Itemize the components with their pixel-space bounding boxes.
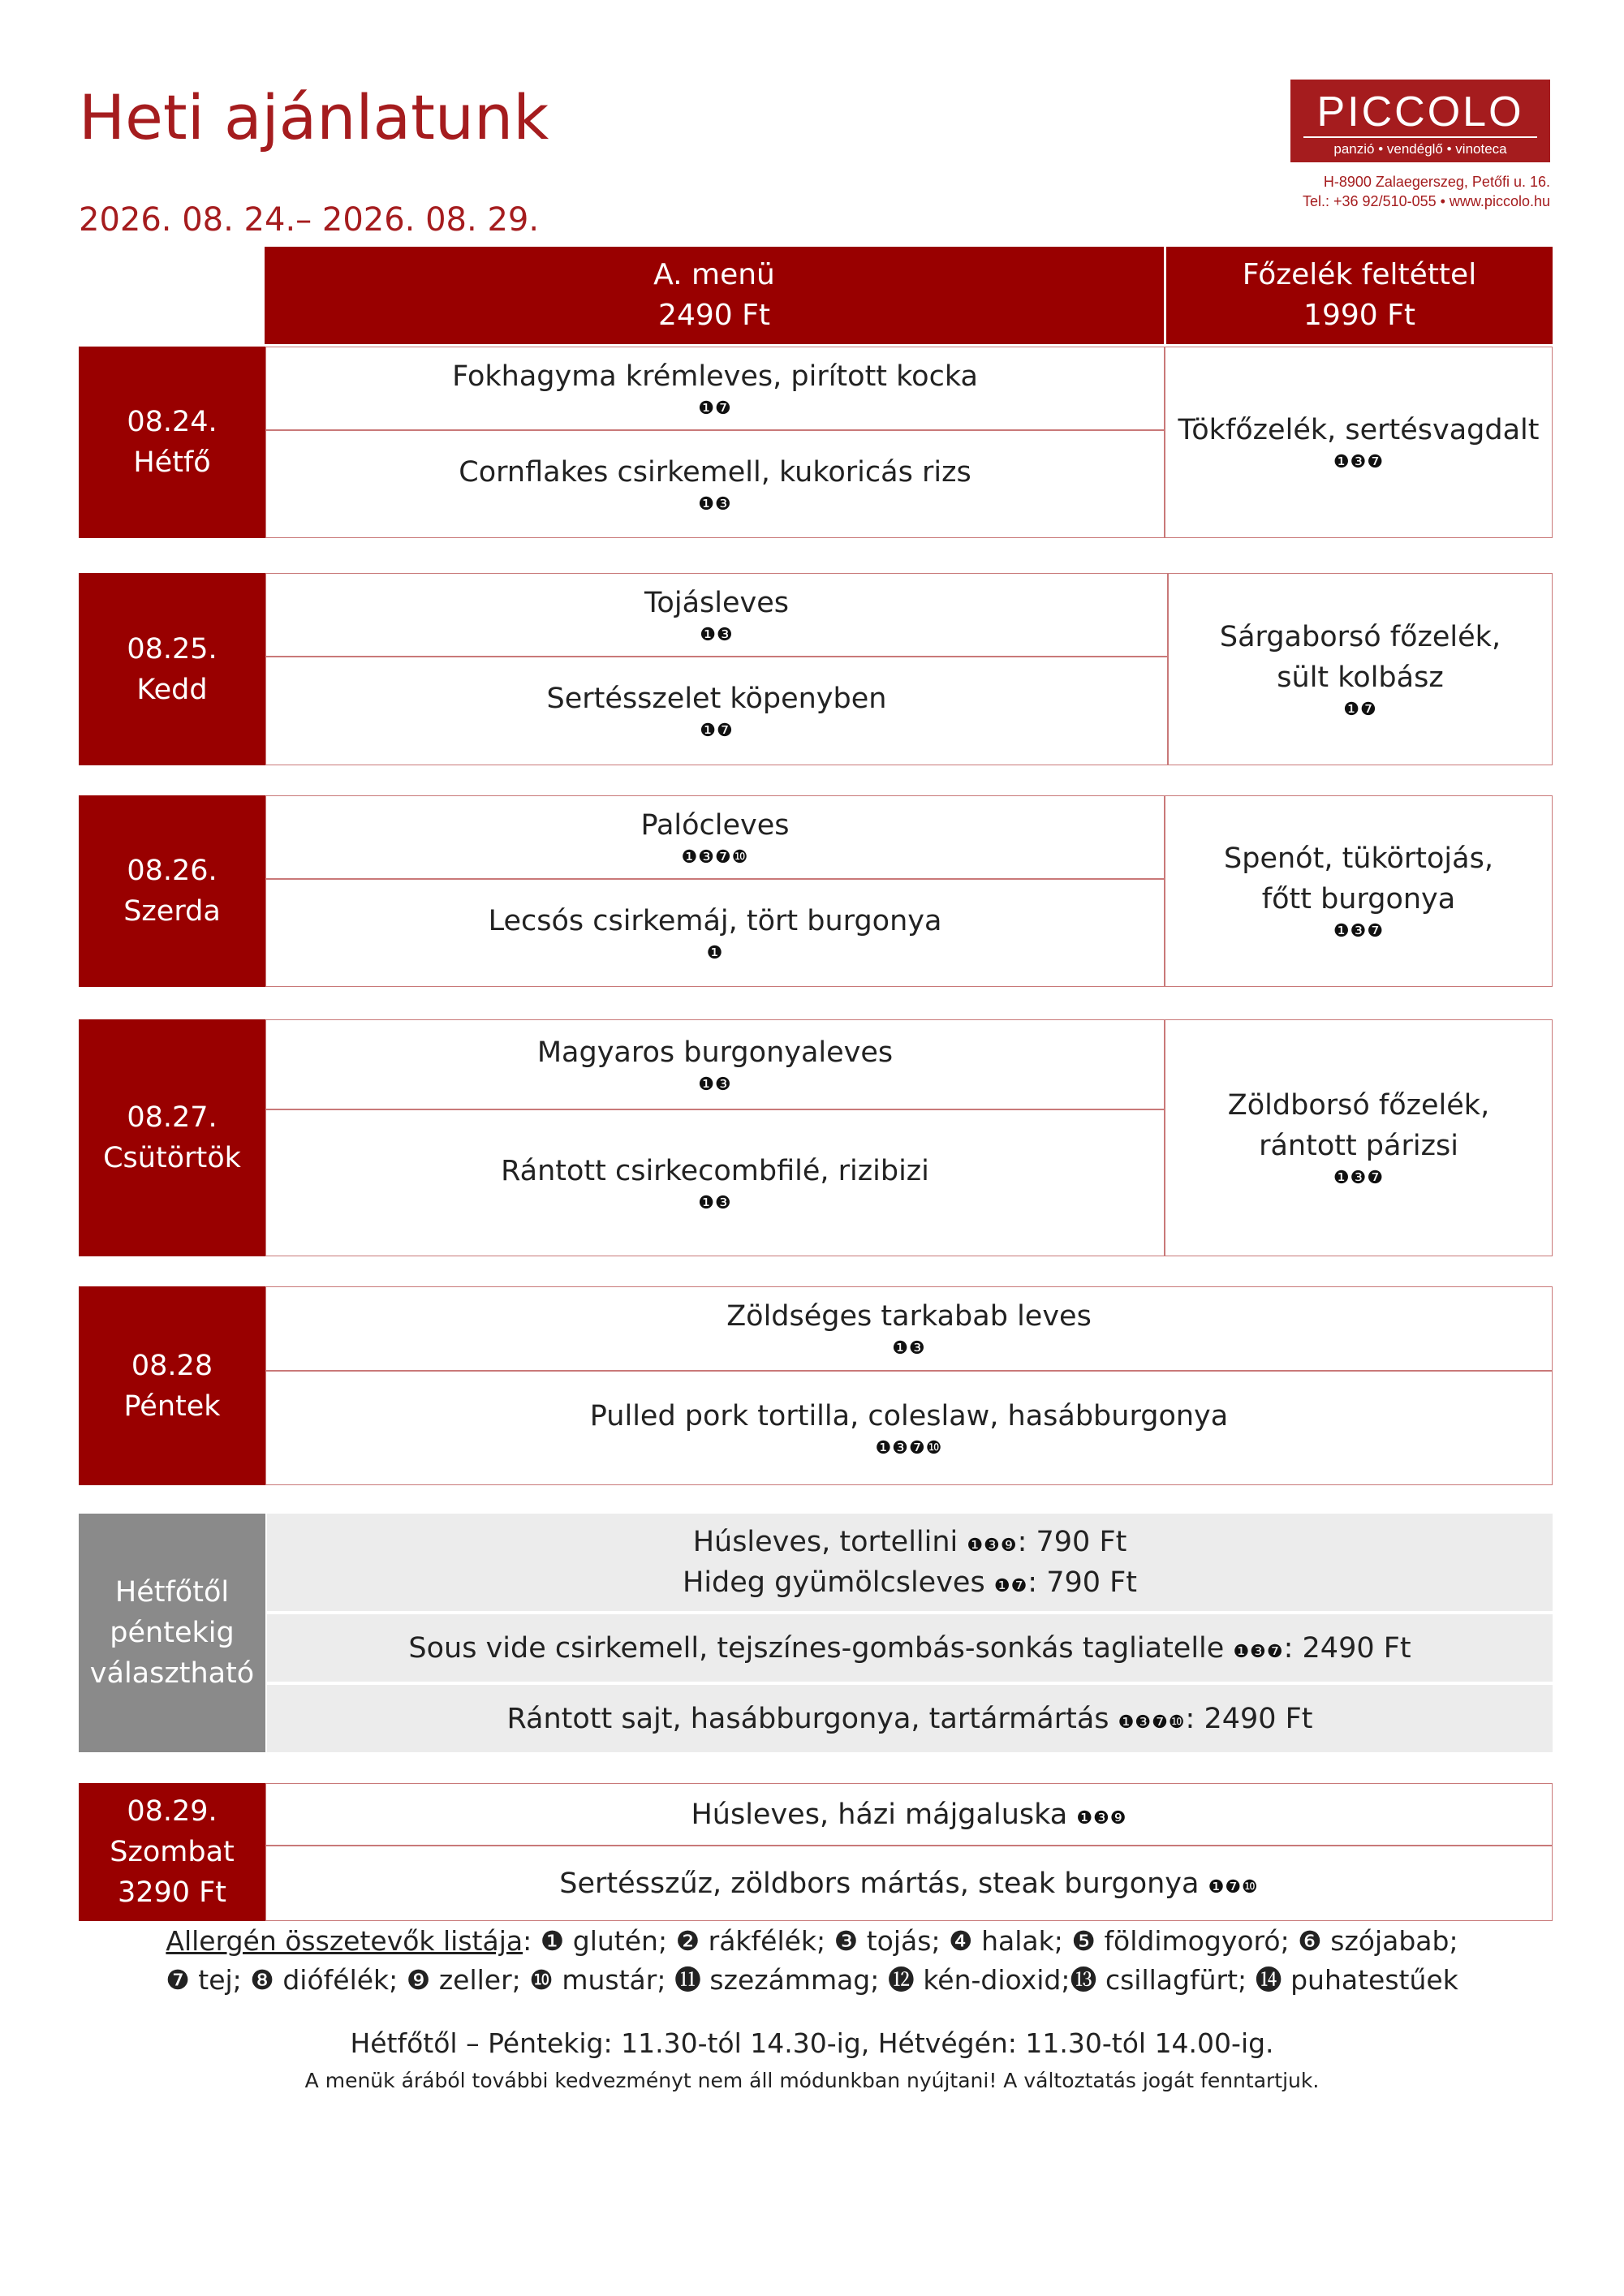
main-item [266, 880, 1164, 986]
logo-name: PICCOLO [1316, 88, 1524, 136]
allergen-icons: ❶❼❿ [1208, 1876, 1259, 1898]
weekly-item [408, 1628, 1411, 1669]
day-name: Szerda [123, 895, 221, 928]
dish-name-line2: főtt burgonya [1261, 883, 1456, 915]
allergen-icons: ❶❸ [700, 624, 734, 645]
weekly-label-line2: péntekig [110, 1617, 235, 1649]
saturday-soup [266, 1784, 1552, 1845]
weekly-label [79, 1514, 265, 1752]
allergen-legend-line2: ❼ tej; ❽ diófélék; ❾ zeller; ❿ mustár; ⓫ szezámmag; ⓬ kén-dioxid;⓭ csillagfürt; ⓮ puhatestűek [166, 1964, 1458, 1996]
dish-name-line2: rántott párizsi [1259, 1130, 1458, 1162]
allergen-icons: ❶❸❼ [1233, 1641, 1284, 1662]
dish-name: Rántott sajt, hasábburgonya, tartármártás [506, 1702, 1109, 1735]
allergen-icons: ❶❼ [1343, 699, 1377, 720]
piccolo-logo [1290, 80, 1550, 162]
dish-name-line2: sült kolbász [1277, 661, 1444, 694]
day-date: 08.29. [127, 1795, 218, 1828]
weekly-item [683, 1562, 1137, 1603]
dish-name: Lecsós csirkemáj, tört burgonya [488, 904, 942, 937]
opening-hours: Hétfőtől – Péntekig: 11.30-tól 14.30-ig, Hétvégén: 11.30-tól 14.00-ig. [350, 2027, 1274, 2059]
logo-divider [1303, 136, 1537, 138]
dish-price: : 2490 Ft [1185, 1702, 1313, 1735]
weekly-soups [267, 1514, 1553, 1611]
fozelek-header [1166, 247, 1553, 344]
dish-name: Magyaros burgonyaleves [536, 1036, 894, 1069]
logo-tagline: panzió • vendéglő • vinoteca [1333, 141, 1507, 157]
allergen-icons: ❶❸❼❿ [681, 846, 749, 868]
allergen-icons: ❶❸ [698, 1192, 732, 1213]
soup-item [266, 1287, 1552, 1370]
day-date: 08.25. [127, 632, 218, 666]
day-name: Szombat [110, 1836, 235, 1868]
dish-name: Palócleves [640, 808, 790, 842]
allergen-icons: ❶❸ [892, 1338, 926, 1359]
dish-name-line1: Sárgaborsó főzelék, [1219, 620, 1501, 653]
allergen-icons: ❶❼ [700, 721, 734, 741]
day-date: 08.28 [131, 1349, 213, 1382]
day-name: Kedd [136, 673, 208, 706]
dish-name: Rántott csirkecombfilé, rizibizi [501, 1154, 929, 1187]
a-menu-name: A. menü [653, 258, 775, 291]
day-label-tuesday [79, 573, 265, 765]
saturday-price: 3290 Ft [117, 1876, 227, 1909]
fozelek-item [1165, 796, 1552, 986]
main-item [266, 1110, 1164, 1256]
saturday-item [559, 1863, 1259, 1904]
weekly-label-line1: Hétfőtől [114, 1576, 230, 1609]
weekly-main-2 [267, 1685, 1553, 1752]
fozelek-item [1165, 347, 1552, 537]
allergen-legend-line1: : ❶ glutén; ❷ rákfélék; ❸ tojás; ❹ halak; ❺ földimogyoró; ❻ szójabab; [523, 1925, 1458, 1957]
day-date: 08.27. [127, 1101, 218, 1134]
day-date: 08.26. [127, 855, 218, 887]
fozelek-price: 1990 Ft [1303, 299, 1415, 332]
dish-name: Zöldséges tarkabab leves [726, 1300, 1092, 1333]
dish-name: Tökfőzelék, sertésvagdalt [1178, 414, 1540, 446]
allergen-legend [0, 1922, 1624, 1961]
day-name: Hétfő [133, 446, 211, 479]
a-menu-price: 2490 Ft [658, 299, 770, 332]
day-label-monday [79, 347, 265, 538]
allergen-icons: ❶❸❼ [1333, 921, 1385, 941]
dish-name: Cornflakes csirkemell, kukoricás rizs [459, 455, 971, 489]
fozelek-item [1165, 1020, 1552, 1256]
allergen-icons: ❶❸❼❿ [875, 1437, 943, 1458]
soup-item [266, 796, 1164, 878]
allergen-icons: ❶❸❾ [1076, 1807, 1127, 1829]
soup-item [266, 347, 1164, 429]
dish-name: Tojásleves [644, 586, 789, 619]
dish-name-line1: Spenót, tükörtojás, [1224, 842, 1493, 875]
soup-item [266, 574, 1167, 656]
day-date: 08.24. [127, 406, 218, 438]
fozelek-name: Főzelék feltéttel [1242, 258, 1477, 291]
allergen-icons: ❶❼ [993, 1576, 1028, 1596]
dish-name: Pulled pork tortilla, coleslaw, hasábburgonya [589, 1399, 1229, 1432]
a-menu-header [265, 247, 1164, 344]
weekly-item [506, 1699, 1312, 1739]
allergen-icons: ❶❸❼❿ [1118, 1712, 1186, 1733]
allergen-icons: ❶❸❾ [967, 1536, 1018, 1556]
dish-name: Hideg gyümölcsleves [683, 1566, 985, 1599]
dish-name: Sous vide csirkemell, tejszínes-gombás-sonkás tagliatelle [408, 1631, 1225, 1665]
allergen-icons: ❶❸ [698, 493, 732, 515]
day-name: Péntek [123, 1389, 221, 1423]
day-label-wednesday [79, 795, 265, 987]
dish-name: Sertésszelet köpenyben [546, 683, 887, 715]
main-item [266, 657, 1167, 765]
main-item [266, 431, 1164, 537]
saturday-item [691, 1794, 1126, 1835]
allergen-icons: ❶ [706, 942, 724, 963]
address: H-8900 Zalaegerszeg, Petőfi u. 16. [1323, 174, 1550, 190]
dish-name: Húsleves, tortellini [692, 1526, 958, 1558]
page-title: Heti ajánlatunk [79, 81, 549, 153]
footer-note: A menük árából további kedvezményt nem áll módunkban nyújtani! A változtatás jogát fenntartjuk. [304, 2069, 1320, 2092]
date-range: 2026. 08. 24.– 2026. 08. 29. [79, 201, 540, 239]
fozelek-item [1169, 574, 1552, 765]
allergen-legend-label: Allergén összetevők listája [166, 1925, 523, 1957]
day-label-saturday [79, 1783, 265, 1921]
main-item [266, 1372, 1552, 1484]
dish-price: : 790 Ft [1017, 1526, 1127, 1558]
day-name: Csütörtök [103, 1142, 241, 1174]
saturday-main [266, 1846, 1552, 1920]
weekly-item [693, 1522, 1127, 1562]
dish-name: Húsleves, házi májgaluska [691, 1798, 1068, 1831]
dish-price: : 2490 Ft [1283, 1631, 1411, 1665]
soup-item [266, 1020, 1164, 1109]
allergen-icons: ❶❼ [698, 398, 732, 419]
allergen-icons: ❶❸ [698, 1074, 732, 1095]
day-label-friday [79, 1286, 265, 1485]
dish-price: : 790 Ft [1027, 1566, 1137, 1599]
day-label-thursday [79, 1019, 265, 1256]
allergen-icons: ❶❸❼ [1333, 452, 1385, 472]
weekly-main-1 [267, 1614, 1553, 1682]
allergen-icons: ❶❸❼ [1333, 1168, 1385, 1188]
weekly-label-line3: választható [89, 1657, 255, 1690]
dish-name-line1: Zöldborsó főzelék, [1227, 1089, 1490, 1122]
dish-name: Sertésszűz, zöldbors mártás, steak burgonya [559, 1867, 1200, 1900]
contact: Tel.: +36 92/510-055 • www.piccolo.hu [1303, 193, 1550, 209]
dish-name: Fokhagyma krémleves, pirított kocka [452, 360, 978, 393]
